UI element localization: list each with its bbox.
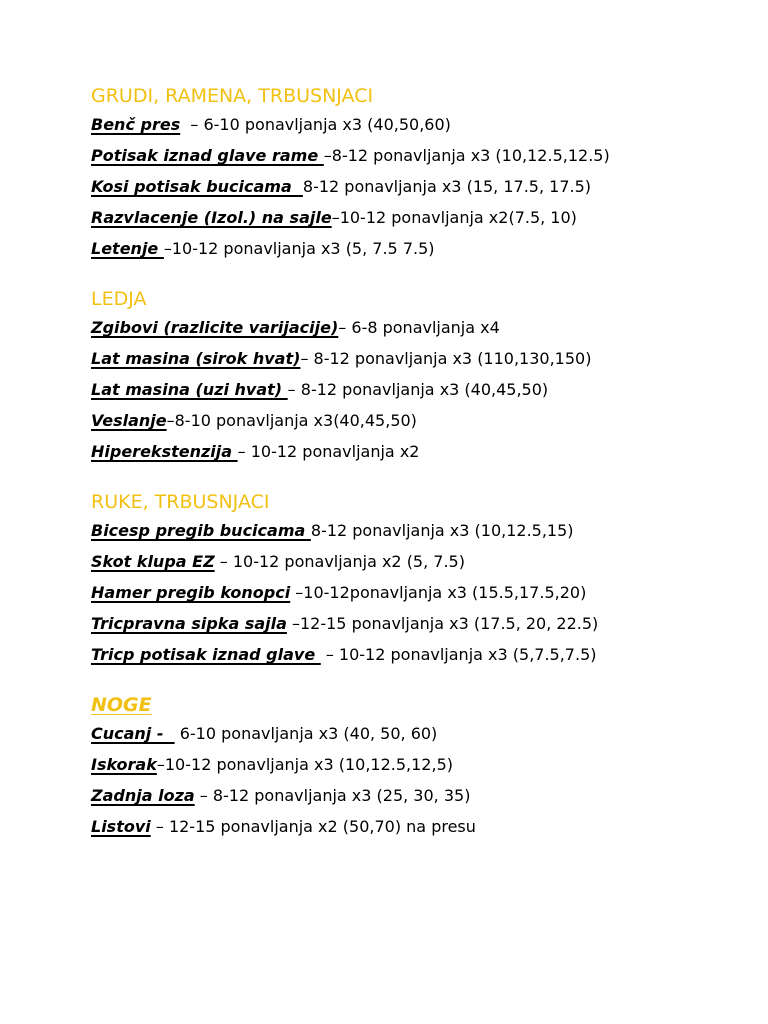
- exercise-details: –12-15 ponavljanja x3 (17.5, 20, 22.5): [286, 614, 599, 633]
- exercise-name: Cucanj -: [91, 724, 175, 743]
- exercise-item: [91, 785, 711, 807]
- exercise-details: – 8-12 ponavljanja x3 (110,130,150): [300, 349, 592, 368]
- section-heading: RUKE, TRBUSNJACI: [91, 491, 270, 513]
- exercise-name: Razvlacenje (Izol.) na sajle: [91, 208, 332, 227]
- exercise-name: Tricpravna sipka sajla: [91, 614, 287, 633]
- exercise-details: – 12-15 ponavljanja x2 (50,70) na presu: [150, 817, 476, 836]
- exercise-item: [91, 317, 711, 339]
- exercise-item: [91, 410, 711, 432]
- exercise-item: [91, 723, 711, 745]
- exercise-item: [91, 145, 711, 167]
- exercise-name: Potisak iznad glave rame: [91, 146, 324, 165]
- exercise-details: –8-10 ponavljanja x3(40,45,50): [166, 411, 417, 430]
- exercise-details: – 10-12 ponavljanja x2: [237, 442, 420, 461]
- exercise-details: –10-12 ponavljanja x3 (5, 7.5 7.5): [163, 239, 435, 258]
- exercise-details: 8-12 ponavljanja x3 (15, 17.5, 17.5): [302, 177, 592, 196]
- workout-document: [91, 84, 711, 847]
- exercise-item: [91, 644, 711, 666]
- section-grudi: [91, 84, 711, 260]
- exercise-details: 8-12 ponavljanja x3 (10,12.5,15): [310, 521, 574, 540]
- section-ruke: [91, 490, 711, 666]
- exercise-item: [91, 520, 711, 542]
- exercise-name: Lat masina (sirok hvat): [91, 349, 301, 368]
- exercise-item: [91, 176, 711, 198]
- exercise-name: Tricp potisak iznad glave: [91, 645, 321, 664]
- exercise-name: Benč pres: [91, 115, 181, 134]
- exercise-name: Iskorak: [91, 755, 157, 774]
- exercise-item: [91, 114, 711, 136]
- exercise-item: [91, 441, 711, 463]
- exercise-name: Lat masina (uzi hvat): [91, 380, 288, 399]
- exercise-details: – 10-12 ponavljanja x3 (5,7.5,7.5): [320, 645, 597, 664]
- exercise-details: –10-12ponavljanja x3 (15.5,17.5,20): [290, 583, 587, 602]
- exercise-name: Letenje: [91, 239, 164, 258]
- exercise-details: – 8-12 ponavljanja x3 (40,45,50): [287, 380, 549, 399]
- section-heading: NOGE: [91, 694, 152, 716]
- section-heading: GRUDI, RAMENA, TRBUSNJACI: [91, 85, 374, 107]
- exercise-details: – 6-10 ponavljanja x3 (40,50,60): [180, 115, 451, 134]
- exercise-name: Bicesp pregib bucicama: [91, 521, 311, 540]
- exercise-name: Kosi potisak bucicama: [91, 177, 303, 196]
- exercise-name: Hamer pregib konopci: [91, 583, 291, 602]
- section-heading: LEDJA: [91, 288, 147, 310]
- exercise-details: –10-12 ponavljanja x2(7.5, 10): [331, 208, 577, 227]
- section-noge: [91, 693, 711, 838]
- exercise-details: – 6-8 ponavljanja x4: [338, 318, 500, 337]
- exercise-name: Veslanje: [91, 411, 167, 430]
- exercise-item: [91, 582, 711, 604]
- exercise-item: [91, 754, 711, 776]
- exercise-item: [91, 816, 711, 838]
- exercise-name: Hiperekstenzija: [91, 442, 238, 461]
- exercise-details: – 8-12 ponavljanja x3 (25, 30, 35): [194, 786, 471, 805]
- exercise-item: [91, 551, 711, 573]
- exercise-item: [91, 379, 711, 401]
- exercise-name: Skot klupa EZ: [91, 552, 215, 571]
- exercise-details: –8-12 ponavljanja x3 (10,12.5,12.5): [323, 146, 610, 165]
- exercise-name: Zadnja loza: [91, 786, 195, 805]
- exercise-details: 6-10 ponavljanja x3 (40, 50, 60): [174, 724, 438, 743]
- exercise-item: [91, 207, 711, 229]
- section-ledja: [91, 287, 711, 463]
- exercise-item: [91, 238, 711, 260]
- exercise-name: Zgibovi (razlicite varijacije): [91, 318, 339, 337]
- exercise-details: –10-12 ponavljanja x3 (10,12.5,12,5): [156, 755, 453, 774]
- exercise-name: Listovi: [91, 817, 151, 836]
- exercise-item: [91, 613, 711, 635]
- exercise-details: – 10-12 ponavljanja x2 (5, 7.5): [214, 552, 465, 571]
- exercise-item: [91, 348, 711, 370]
